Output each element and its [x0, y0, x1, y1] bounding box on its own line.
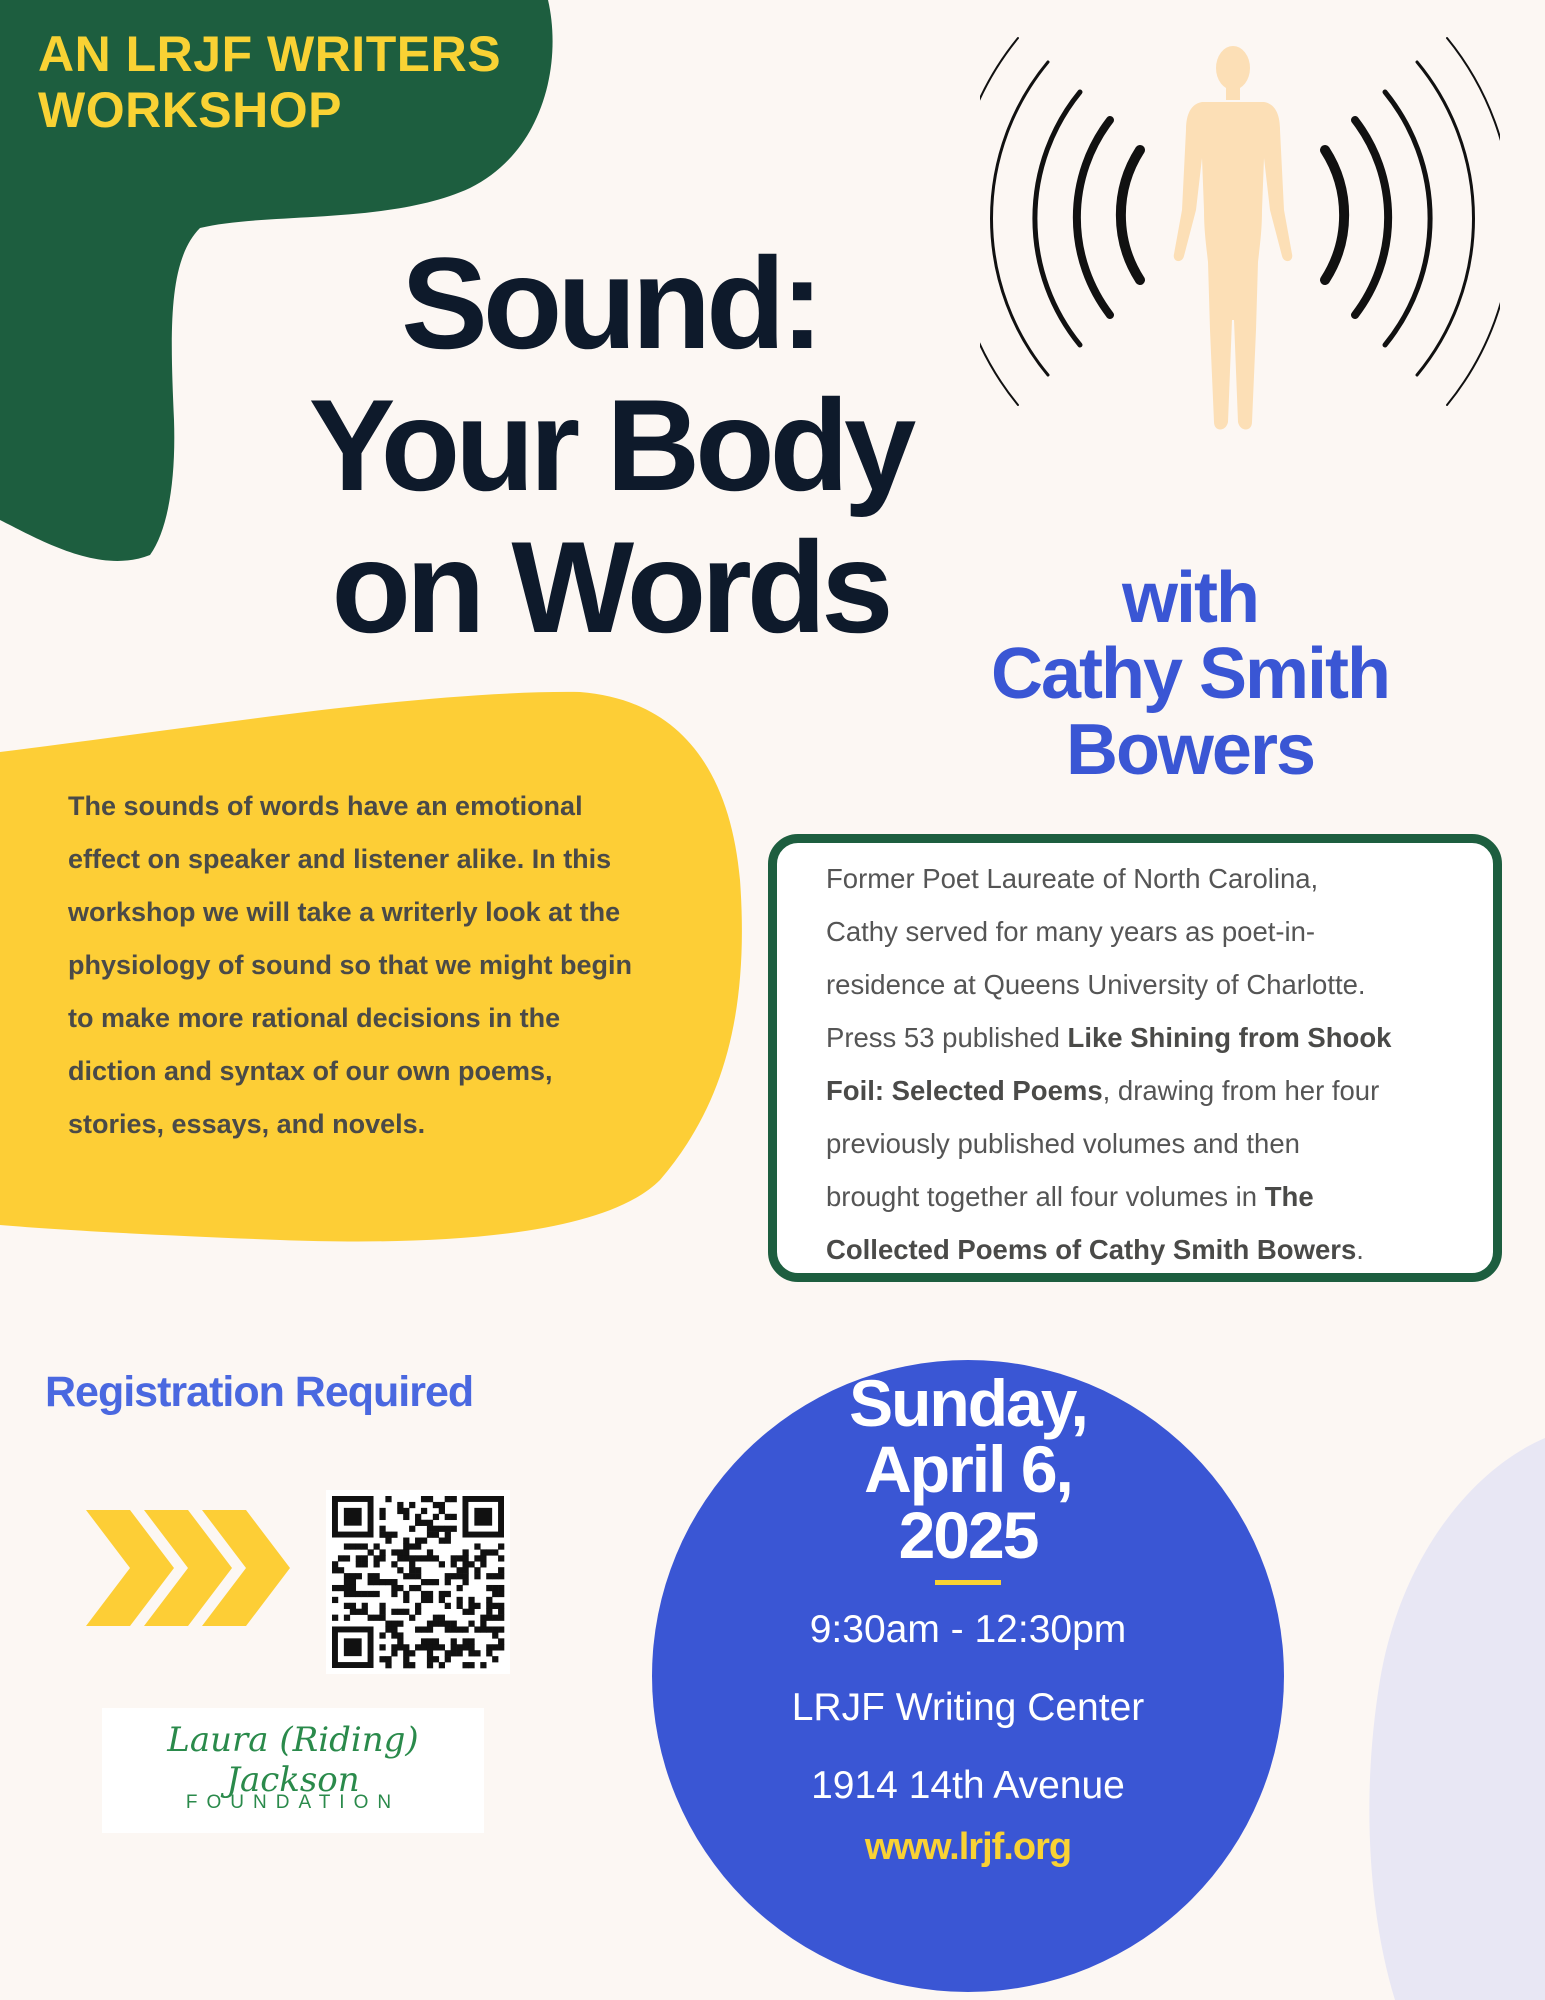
with-label: with — [1122, 558, 1258, 638]
bio-line: Former Poet Laureate of North Carolina, — [826, 863, 1319, 894]
foundation-logo-subtitle: FOUNDATION — [185, 1792, 401, 1813]
chevron-right-icon — [86, 1510, 296, 1626]
sound-wave-left-4 — [992, 62, 1048, 375]
sound-wave-right-4 — [1417, 62, 1473, 375]
bio-text: , drawing from her four — [1102, 1075, 1380, 1106]
event-date — [652, 1366, 1284, 1572]
description-line: workshop we will take a writerly look at the — [68, 897, 621, 927]
bio-line: previously published volumes and then — [826, 1128, 1300, 1159]
workshop-eyebrow — [38, 26, 598, 138]
event-venue: LRJF Writing Center — [791, 1686, 1145, 1729]
book-title: Like Shining from Shook — [1067, 1022, 1392, 1053]
sound-wave-left-2 — [1077, 120, 1110, 315]
event-address: 1914 14th Avenue — [811, 1764, 1125, 1807]
sound-wave-right-2 — [1355, 120, 1388, 315]
foundation-logo-script: Laura (Riding) Jackson — [167, 1720, 419, 1800]
registration-label: Registration Required — [45, 1368, 474, 1416]
eyebrow-line: WORKSHOP — [38, 82, 342, 138]
body-sound-waves-illustration — [980, 30, 1500, 450]
description-line: to make more rational decisions in the — [68, 1003, 561, 1033]
title-line: Your Body — [308, 372, 912, 518]
workshop-description — [68, 780, 728, 1151]
presenter-name-line: Cathy Smith — [990, 634, 1390, 714]
book-title: The — [1264, 1181, 1314, 1212]
bio-text: . — [1356, 1234, 1364, 1265]
presenter-block — [920, 560, 1460, 788]
bio-line — [826, 1223, 1486, 1276]
description-line: physiology of sound so that we might begin — [68, 950, 632, 980]
title-line: on Words — [331, 514, 889, 660]
description-line: diction and syntax of our own poems, — [68, 1056, 553, 1086]
book-title: Collected Poems of Cathy Smith Bowers — [826, 1234, 1357, 1265]
bio-text: brought together all four volumes in — [826, 1181, 1265, 1212]
date-line: 2025 — [898, 1498, 1038, 1572]
sound-wave-left-1 — [1121, 150, 1140, 280]
website-link[interactable]: www.lrjf.org — [864, 1826, 1072, 1868]
event-time: 9:30am - 12:30pm — [809, 1608, 1127, 1651]
bio-text: Press 53 published — [826, 1022, 1068, 1053]
registration-qr-code[interactable] — [326, 1490, 510, 1674]
presenter-bio — [826, 852, 1486, 1276]
bio-line: residence at Queens University of Charlotte. — [826, 969, 1366, 1000]
sound-wave-right-1 — [1325, 150, 1344, 280]
eyebrow-line: AN LRJF WRITERS — [38, 26, 502, 82]
bio-line — [826, 1064, 1486, 1117]
page-title — [170, 232, 1050, 658]
qr-code-icon — [326, 1490, 510, 1674]
book-title: Foil: Selected Poems — [826, 1075, 1103, 1106]
presenter-name-line: Bowers — [1065, 710, 1315, 790]
human-body-icon — [1174, 46, 1293, 430]
bio-line — [826, 1011, 1486, 1064]
description-line: The sounds of words have an emotional — [68, 791, 583, 821]
sound-wave-left-5 — [980, 38, 1018, 405]
date-divider — [935, 1580, 1001, 1585]
date-line: April 6, — [864, 1432, 1072, 1506]
date-line: Sunday, — [849, 1366, 1087, 1440]
bio-line — [826, 1170, 1486, 1223]
bio-line: Cathy served for many years as poet-in- — [826, 916, 1316, 947]
description-line: effect on speaker and listener alike. In this — [68, 844, 612, 874]
description-line: stories, essays, and novels. — [68, 1109, 426, 1139]
title-line: Sound: — [401, 230, 819, 376]
lavender-blob — [1369, 1438, 1545, 2000]
